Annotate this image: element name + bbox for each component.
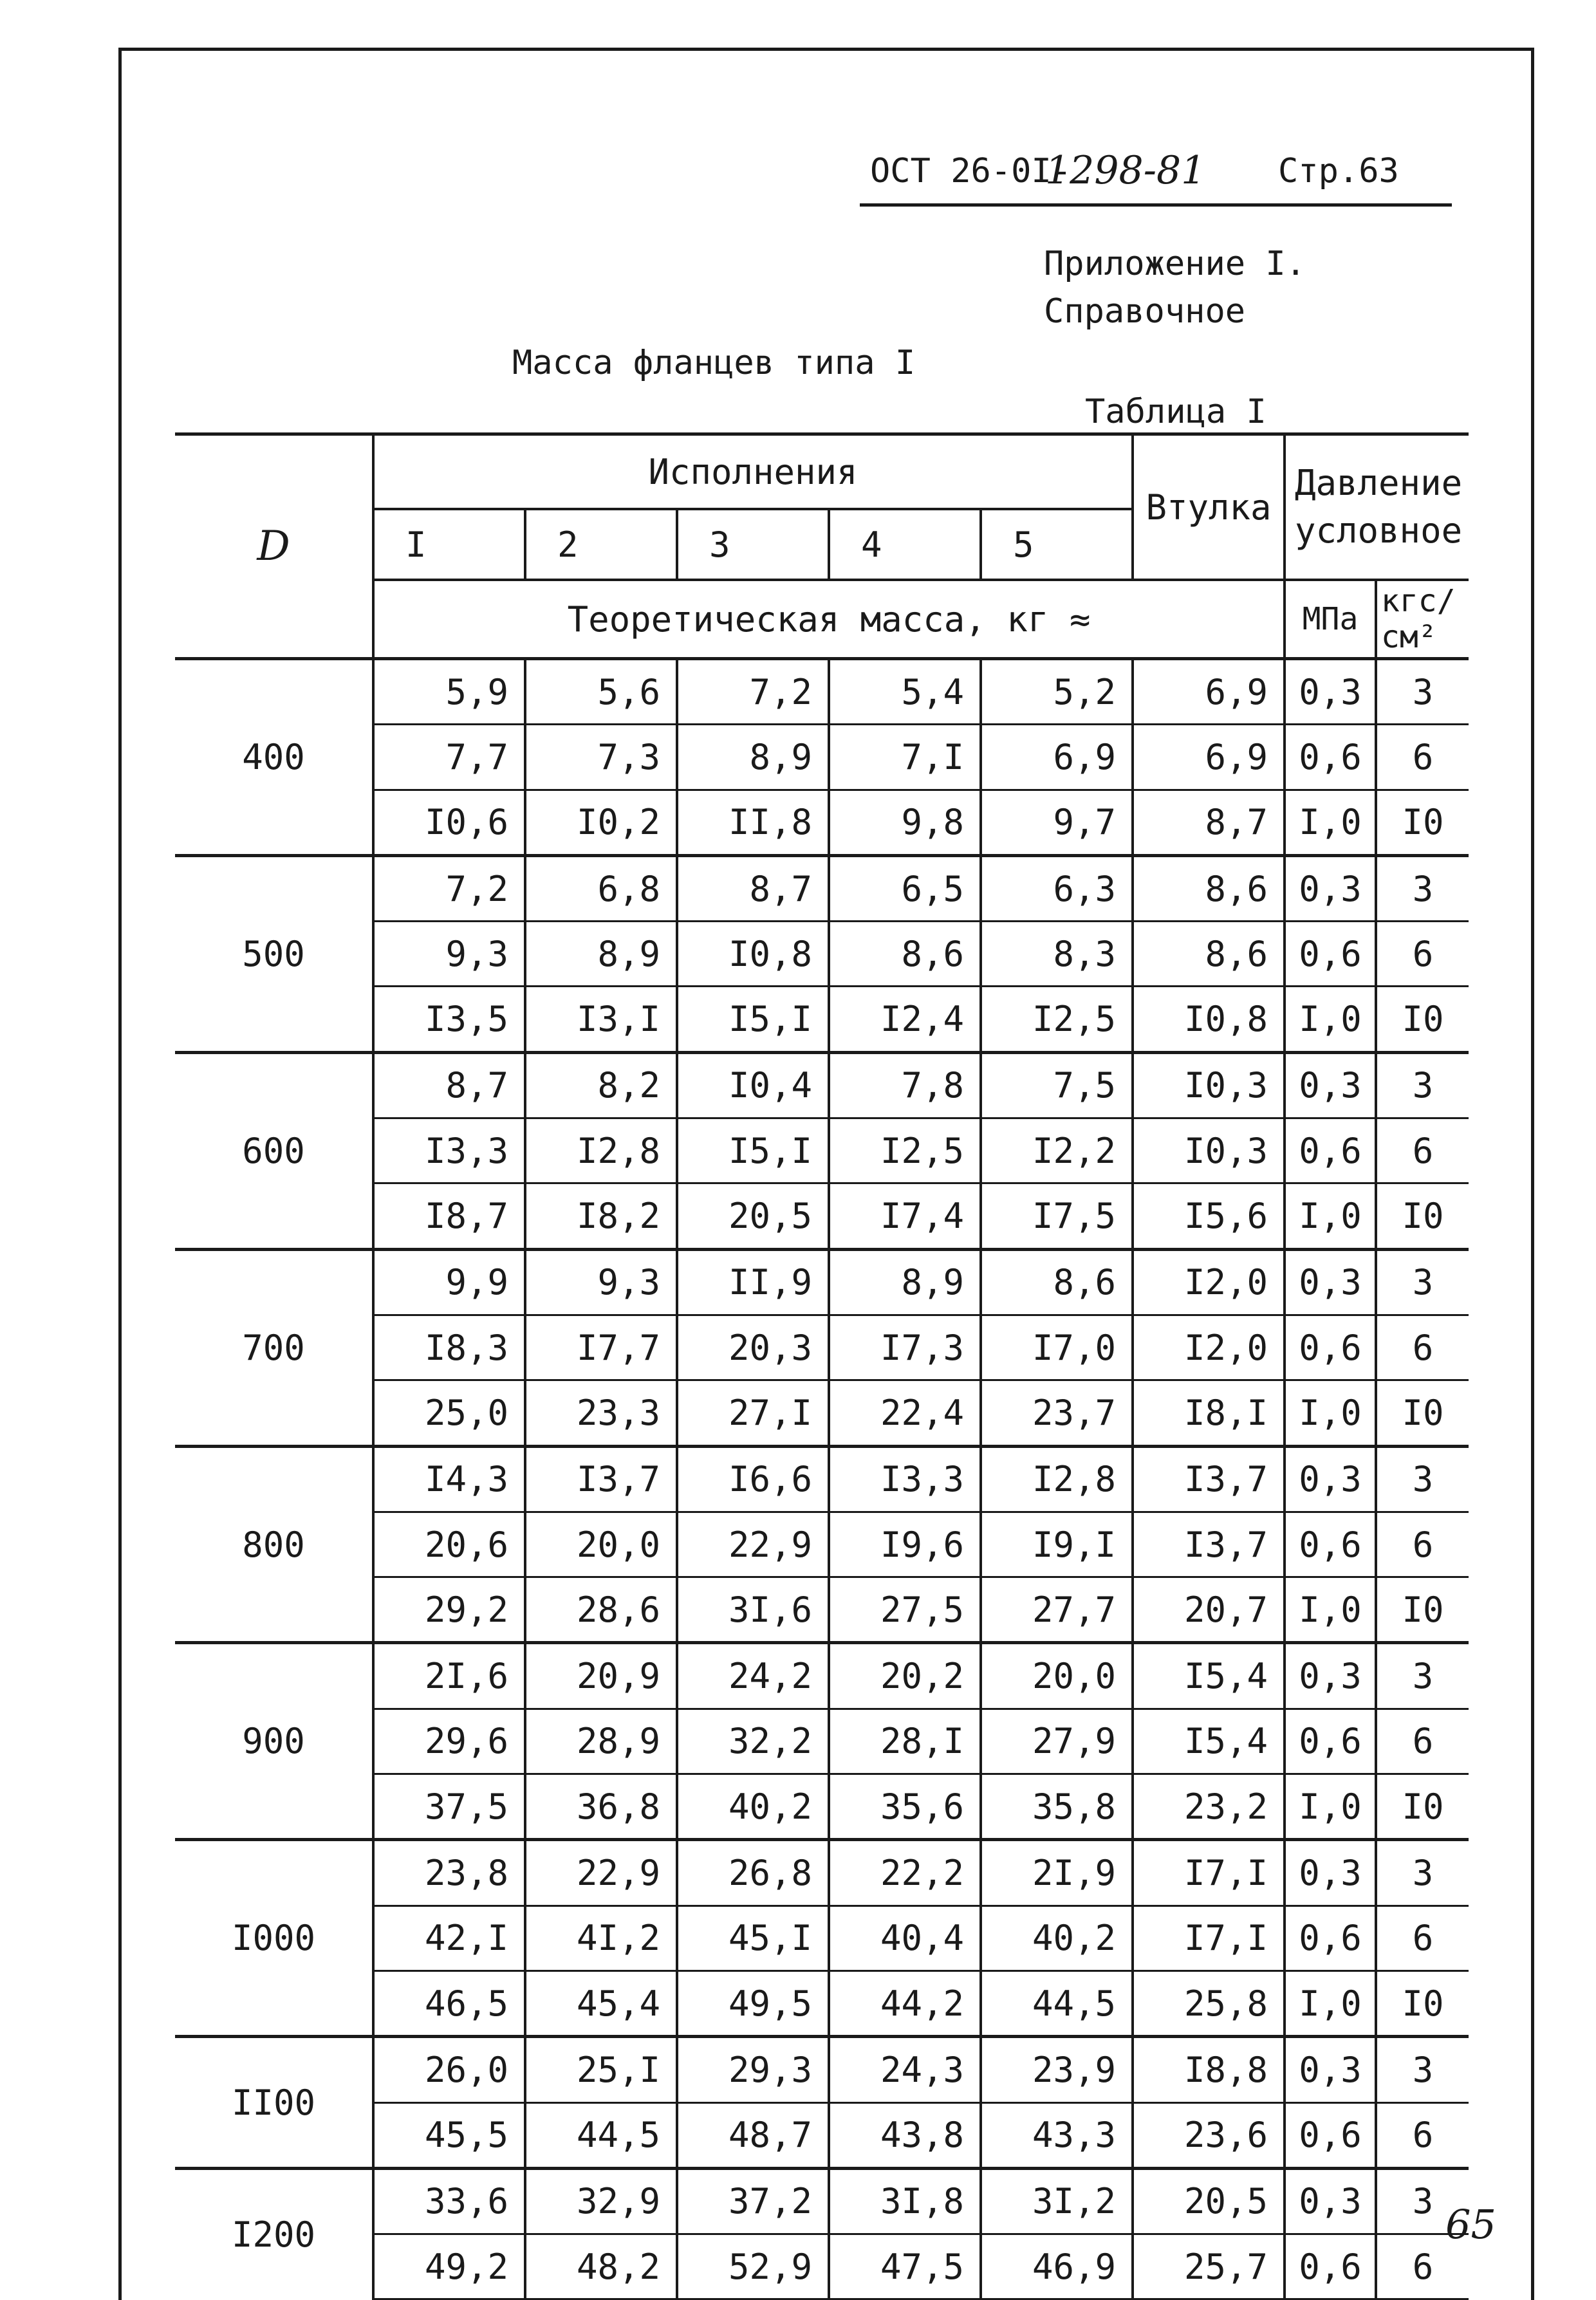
pressure-mpa-cell: I,0 — [1285, 1971, 1376, 2036]
standard-designation: ОСТ 26-0I- — [870, 152, 1072, 190]
annex-label: Приложение I. — [1044, 245, 1306, 283]
pressure-mpa-cell: 0,3 — [1285, 659, 1376, 725]
nominal-diameter-cell: 400 — [175, 659, 373, 856]
exec-2-cell: 20,9 — [525, 1643, 677, 1709]
table-row — [175, 1643, 1469, 1709]
pressure-kgf-cell: I0 — [1376, 1183, 1469, 1249]
exec-1-cell: 25,0 — [373, 1380, 525, 1446]
exec-2-cell: 48,2 — [525, 2234, 677, 2299]
sleeve-cell: I7,I — [1133, 1840, 1285, 1906]
pressure-kgf-cell: I0 — [1376, 1774, 1469, 1840]
exec-4-cell: 8,6 — [829, 922, 981, 987]
exec-5-cell: 5,2 — [981, 659, 1133, 725]
exec-1-cell: I3,5 — [373, 987, 525, 1052]
exec-4-cell: 22,4 — [829, 1380, 981, 1446]
exec-5-cell: I2,8 — [981, 1446, 1133, 1512]
pressure-kgf-cell: 6 — [1376, 1315, 1469, 1380]
pressure-mpa-cell: 0,6 — [1285, 1315, 1376, 1380]
table-row — [175, 2037, 1469, 2102]
pressure-mpa-cell: 0,6 — [1285, 2102, 1376, 2168]
exec-2-cell: 23,3 — [525, 1380, 677, 1446]
exec-2-cell: 22,9 — [525, 1840, 677, 1906]
pressure-kgf-cell: 3 — [1376, 1840, 1469, 1906]
exec-5-cell: 6,3 — [981, 855, 1133, 921]
pressure-mpa-cell: I,0 — [1285, 987, 1376, 1052]
flange-mass-table — [175, 432, 1469, 2300]
pressure-kgf-cell: 6 — [1376, 1709, 1469, 1774]
handwritten-standard-number: 1298-81 — [1045, 148, 1206, 193]
exec-5-cell: 8,6 — [981, 1249, 1133, 1315]
pressure-mpa-cell: I,0 — [1285, 1183, 1376, 1249]
pressure-mpa-cell: I,0 — [1285, 1577, 1376, 1643]
nominal-diameter-cell: I200 — [175, 2168, 373, 2299]
exec-4-cell: 6,5 — [829, 855, 981, 921]
col-header-pressure — [1285, 434, 1469, 580]
exec-5-cell: I7,0 — [981, 1315, 1133, 1380]
exec-4-cell: 24,3 — [829, 2037, 981, 2102]
exec-2-cell: 45,4 — [525, 1971, 677, 2036]
pressure-mpa-cell: 0,3 — [1285, 1840, 1376, 1906]
exec-number-1: I — [373, 509, 525, 580]
exec-2-cell: 9,3 — [525, 1249, 677, 1315]
exec-3-cell: I0,4 — [677, 1052, 829, 1118]
pressure-kgf-cell: 3 — [1376, 855, 1469, 921]
exec-2-cell: 8,9 — [525, 922, 677, 987]
sleeve-cell: I8,8 — [1133, 2037, 1285, 2102]
nominal-diameter-cell: 500 — [175, 855, 373, 1052]
exec-3-cell: II,8 — [677, 790, 829, 855]
exec-4-cell: I7,4 — [829, 1183, 981, 1249]
exec-4-cell: 3I,8 — [829, 2168, 981, 2234]
sleeve-cell: 8,6 — [1133, 855, 1285, 921]
pressure-kgf-cell: 3 — [1376, 1052, 1469, 1118]
pressure-mpa-cell: 0,3 — [1285, 1052, 1376, 1118]
sleeve-cell: 8,7 — [1133, 790, 1285, 855]
exec-4-cell: 9,8 — [829, 790, 981, 855]
exec-5-cell: I2,2 — [981, 1118, 1133, 1183]
exec-4-cell: 7,I — [829, 725, 981, 790]
exec-3-cell: I6,6 — [677, 1446, 829, 1512]
exec-number-3: 3 — [677, 509, 829, 580]
exec-1-cell: 8,7 — [373, 1052, 525, 1118]
exec-number-5: 5 — [981, 509, 1133, 580]
col-header-dn: D — [175, 434, 373, 659]
exec-2-cell: I2,8 — [525, 1118, 677, 1183]
exec-5-cell: 2I,9 — [981, 1840, 1133, 1906]
pressure-kgf-cell: I0 — [1376, 987, 1469, 1052]
mass-unit-header: Теоретическая масса, кг ≈ — [373, 580, 1285, 659]
exec-3-cell: 32,2 — [677, 1709, 829, 1774]
table-body — [175, 659, 1469, 2299]
nominal-diameter-cell: I000 — [175, 1840, 373, 2037]
exec-2-cell: I8,2 — [525, 1183, 677, 1249]
sleeve-cell: 23,6 — [1133, 2102, 1285, 2168]
table-row — [175, 659, 1469, 725]
pressure-mpa-cell: 0,6 — [1285, 1709, 1376, 1774]
exec-3-cell: 40,2 — [677, 1774, 829, 1840]
pressure-label-line2: условное — [1295, 510, 1463, 551]
exec-2-cell: 4I,2 — [525, 1906, 677, 1971]
sleeve-cell: 25,7 — [1133, 2234, 1285, 2299]
exec-1-cell: 45,5 — [373, 2102, 525, 2168]
exec-1-cell: I8,7 — [373, 1183, 525, 1249]
pressure-kgf-cell: I0 — [1376, 1380, 1469, 1446]
sleeve-cell: 20,5 — [1133, 2168, 1285, 2234]
exec-1-cell: 9,3 — [373, 922, 525, 987]
exec-3-cell: 48,7 — [677, 2102, 829, 2168]
exec-4-cell: I3,3 — [829, 1446, 981, 1512]
nominal-diameter-cell: 900 — [175, 1643, 373, 1840]
exec-1-cell: I3,3 — [373, 1118, 525, 1183]
unit-mpa: МПа — [1285, 580, 1376, 659]
exec-1-cell: 20,6 — [373, 1512, 525, 1577]
handwritten-page-number: 65 — [1445, 2201, 1496, 2248]
exec-1-cell: 9,9 — [373, 1249, 525, 1315]
exec-5-cell: I7,5 — [981, 1183, 1133, 1249]
exec-4-cell: 8,9 — [829, 1249, 981, 1315]
pressure-mpa-cell: 0,6 — [1285, 2234, 1376, 2299]
pressure-kgf-cell: 3 — [1376, 1643, 1469, 1709]
exec-5-cell: 27,7 — [981, 1577, 1133, 1643]
exec-5-cell: 23,9 — [981, 2037, 1133, 2102]
exec-2-cell: 28,6 — [525, 1577, 677, 1643]
pressure-mpa-cell: 0,6 — [1285, 922, 1376, 987]
pressure-mpa-cell: 0,3 — [1285, 1643, 1376, 1709]
sleeve-cell: I3,7 — [1133, 1446, 1285, 1512]
nominal-diameter-cell: 700 — [175, 1249, 373, 1446]
col-header-executions: Исполнения — [373, 434, 1133, 510]
pressure-kgf-cell: 6 — [1376, 1906, 1469, 1971]
pressure-kgf-cell: 3 — [1376, 1446, 1469, 1512]
pressure-kgf-cell: I0 — [1376, 1971, 1469, 2036]
nominal-diameter-cell: II00 — [175, 2037, 373, 2169]
exec-2-cell: 5,6 — [525, 659, 677, 725]
sleeve-cell: 8,6 — [1133, 922, 1285, 987]
exec-4-cell: 35,6 — [829, 1774, 981, 1840]
exec-1-cell: 29,6 — [373, 1709, 525, 1774]
exec-4-cell: 28,I — [829, 1709, 981, 1774]
exec-3-cell: 29,3 — [677, 2037, 829, 2102]
flange-mass-table-wrap — [175, 432, 1469, 2300]
exec-5-cell: 9,7 — [981, 790, 1133, 855]
exec-2-cell: 36,8 — [525, 1774, 677, 1840]
table-row — [175, 855, 1469, 921]
exec-5-cell: 23,7 — [981, 1380, 1133, 1446]
col-header-sleeve: Втулка — [1133, 434, 1285, 580]
exec-5-cell: 35,8 — [981, 1774, 1133, 1840]
exec-1-cell: I0,6 — [373, 790, 525, 855]
exec-1-cell: 49,2 — [373, 2234, 525, 2299]
pressure-kgf-cell: 6 — [1376, 1118, 1469, 1183]
pressure-kgf-cell: I0 — [1376, 1577, 1469, 1643]
exec-5-cell: 8,3 — [981, 922, 1133, 987]
table-row — [175, 1249, 1469, 1315]
exec-3-cell: 52,9 — [677, 2234, 829, 2299]
table-row — [175, 1052, 1469, 1118]
sleeve-cell: 20,7 — [1133, 1577, 1285, 1643]
exec-5-cell: 7,5 — [981, 1052, 1133, 1118]
exec-number-4: 4 — [829, 509, 981, 580]
exec-3-cell: 20,5 — [677, 1183, 829, 1249]
exec-1-cell: 26,0 — [373, 2037, 525, 2102]
exec-4-cell: 47,5 — [829, 2234, 981, 2299]
exec-3-cell: 7,2 — [677, 659, 829, 725]
exec-3-cell: II,9 — [677, 1249, 829, 1315]
exec-4-cell: 5,4 — [829, 659, 981, 725]
table-number: Таблица I — [1085, 393, 1267, 431]
exec-2-cell: 32,9 — [525, 2168, 677, 2234]
exec-2-cell: 7,3 — [525, 725, 677, 790]
exec-4-cell: 40,4 — [829, 1906, 981, 1971]
exec-3-cell: 49,5 — [677, 1971, 829, 2036]
annex-type: Справочное — [1044, 292, 1246, 331]
sleeve-cell: I0,3 — [1133, 1052, 1285, 1118]
sleeve-cell: I7,I — [1133, 1906, 1285, 1971]
exec-2-cell: 28,9 — [525, 1709, 677, 1774]
exec-5-cell: 6,9 — [981, 725, 1133, 790]
exec-1-cell: 5,9 — [373, 659, 525, 725]
exec-3-cell: I5,I — [677, 1118, 829, 1183]
exec-4-cell: 44,2 — [829, 1971, 981, 2036]
exec-1-cell: I4,3 — [373, 1446, 525, 1512]
sleeve-cell: I2,0 — [1133, 1249, 1285, 1315]
sleeve-cell: I2,0 — [1133, 1315, 1285, 1380]
table-row — [175, 1840, 1469, 1906]
pressure-mpa-cell: 0,6 — [1285, 725, 1376, 790]
exec-5-cell: 46,9 — [981, 2234, 1133, 2299]
exec-2-cell: 6,8 — [525, 855, 677, 921]
page-reference: Стр.63 — [1278, 152, 1399, 190]
pressure-kgf-cell: 6 — [1376, 1512, 1469, 1577]
exec-2-cell: I0,2 — [525, 790, 677, 855]
exec-3-cell: 22,9 — [677, 1512, 829, 1577]
exec-number-2: 2 — [525, 509, 677, 580]
exec-1-cell: 33,6 — [373, 2168, 525, 2234]
pressure-mpa-cell: I,0 — [1285, 790, 1376, 855]
pressure-mpa-cell: 0,3 — [1285, 2168, 1376, 2234]
sleeve-cell: I0,8 — [1133, 987, 1285, 1052]
exec-2-cell: 8,2 — [525, 1052, 677, 1118]
exec-2-cell: I3,7 — [525, 1446, 677, 1512]
sleeve-cell: I0,3 — [1133, 1118, 1285, 1183]
exec-1-cell: 46,5 — [373, 1971, 525, 2036]
pressure-mpa-cell: 0,3 — [1285, 1249, 1376, 1315]
exec-4-cell: 27,5 — [829, 1577, 981, 1643]
pressure-kgf-cell: 6 — [1376, 922, 1469, 987]
sleeve-cell: I3,7 — [1133, 1512, 1285, 1577]
sleeve-cell: I5,6 — [1133, 1183, 1285, 1249]
pressure-kgf-cell: 6 — [1376, 2102, 1469, 2168]
exec-2-cell: I3,I — [525, 987, 677, 1052]
exec-4-cell: 20,2 — [829, 1643, 981, 1709]
exec-4-cell: I2,5 — [829, 1118, 981, 1183]
exec-5-cell: 27,9 — [981, 1709, 1133, 1774]
exec-1-cell: 42,I — [373, 1906, 525, 1971]
exec-2-cell: 20,0 — [525, 1512, 677, 1577]
pressure-mpa-cell: 0,6 — [1285, 1512, 1376, 1577]
exec-5-cell: 40,2 — [981, 1906, 1133, 1971]
nominal-diameter-cell: 800 — [175, 1446, 373, 1643]
exec-2-cell: I7,7 — [525, 1315, 677, 1380]
exec-3-cell: 45,I — [677, 1906, 829, 1971]
pressure-kgf-cell: 3 — [1376, 659, 1469, 725]
sleeve-cell: I5,4 — [1133, 1709, 1285, 1774]
pressure-kgf-cell: 6 — [1376, 725, 1469, 790]
header-underline — [860, 203, 1452, 207]
pressure-mpa-cell: 0,6 — [1285, 1906, 1376, 1971]
exec-1-cell: 23,8 — [373, 1840, 525, 1906]
sleeve-cell: I8,I — [1133, 1380, 1285, 1446]
exec-1-cell: 7,2 — [373, 855, 525, 921]
exec-3-cell: 3I,6 — [677, 1577, 829, 1643]
exec-3-cell: 24,2 — [677, 1643, 829, 1709]
sleeve-cell: 6,9 — [1133, 659, 1285, 725]
exec-3-cell: 8,9 — [677, 725, 829, 790]
exec-3-cell: 20,3 — [677, 1315, 829, 1380]
exec-1-cell: 37,5 — [373, 1774, 525, 1840]
pressure-kgf-cell: I0 — [1376, 790, 1469, 855]
exec-1-cell: 7,7 — [373, 725, 525, 790]
exec-4-cell: I2,4 — [829, 987, 981, 1052]
exec-3-cell: 26,8 — [677, 1840, 829, 1906]
table-row — [175, 1446, 1469, 1512]
sleeve-cell: 23,2 — [1133, 1774, 1285, 1840]
exec-5-cell: I2,5 — [981, 987, 1133, 1052]
pressure-label-line1: Давление — [1295, 463, 1463, 503]
pressure-kgf-cell: 3 — [1376, 2168, 1469, 2234]
exec-4-cell: 7,8 — [829, 1052, 981, 1118]
exec-3-cell: 8,7 — [677, 855, 829, 921]
sleeve-cell: 6,9 — [1133, 725, 1285, 790]
exec-5-cell: 44,5 — [981, 1971, 1133, 2036]
exec-3-cell: 37,2 — [677, 2168, 829, 2234]
exec-4-cell: I7,3 — [829, 1315, 981, 1380]
exec-5-cell: I9,I — [981, 1512, 1133, 1577]
pressure-mpa-cell: 0,6 — [1285, 1118, 1376, 1183]
exec-5-cell: 43,3 — [981, 2102, 1133, 2168]
exec-5-cell: 3I,2 — [981, 2168, 1133, 2234]
exec-3-cell: I0,8 — [677, 922, 829, 987]
pressure-kgf-cell: 6 — [1376, 2234, 1469, 2299]
pressure-mpa-cell: I,0 — [1285, 1774, 1376, 1840]
sleeve-cell: 25,8 — [1133, 1971, 1285, 2036]
table-title: Масса фланцев типа I — [512, 344, 916, 382]
sleeve-cell: I5,4 — [1133, 1643, 1285, 1709]
unit-kgf-cm2: кгс/см² — [1376, 580, 1469, 659]
exec-1-cell: 29,2 — [373, 1577, 525, 1643]
exec-4-cell: 43,8 — [829, 2102, 981, 2168]
exec-3-cell: 27,I — [677, 1380, 829, 1446]
pressure-mpa-cell: 0,3 — [1285, 1446, 1376, 1512]
exec-1-cell: 2I,6 — [373, 1643, 525, 1709]
pressure-mpa-cell: I,0 — [1285, 1380, 1376, 1446]
exec-2-cell: 44,5 — [525, 2102, 677, 2168]
pressure-kgf-cell: 3 — [1376, 1249, 1469, 1315]
pressure-mpa-cell: 0,3 — [1285, 2037, 1376, 2102]
table-row — [175, 2168, 1469, 2234]
exec-4-cell: 22,2 — [829, 1840, 981, 1906]
pressure-kgf-cell: 3 — [1376, 2037, 1469, 2102]
pressure-mpa-cell: 0,3 — [1285, 855, 1376, 921]
exec-4-cell: I9,6 — [829, 1512, 981, 1577]
exec-1-cell: I8,3 — [373, 1315, 525, 1380]
nominal-diameter-cell: 600 — [175, 1052, 373, 1249]
exec-5-cell: 20,0 — [981, 1643, 1133, 1709]
exec-2-cell: 25,I — [525, 2037, 677, 2102]
exec-3-cell: I5,I — [677, 987, 829, 1052]
